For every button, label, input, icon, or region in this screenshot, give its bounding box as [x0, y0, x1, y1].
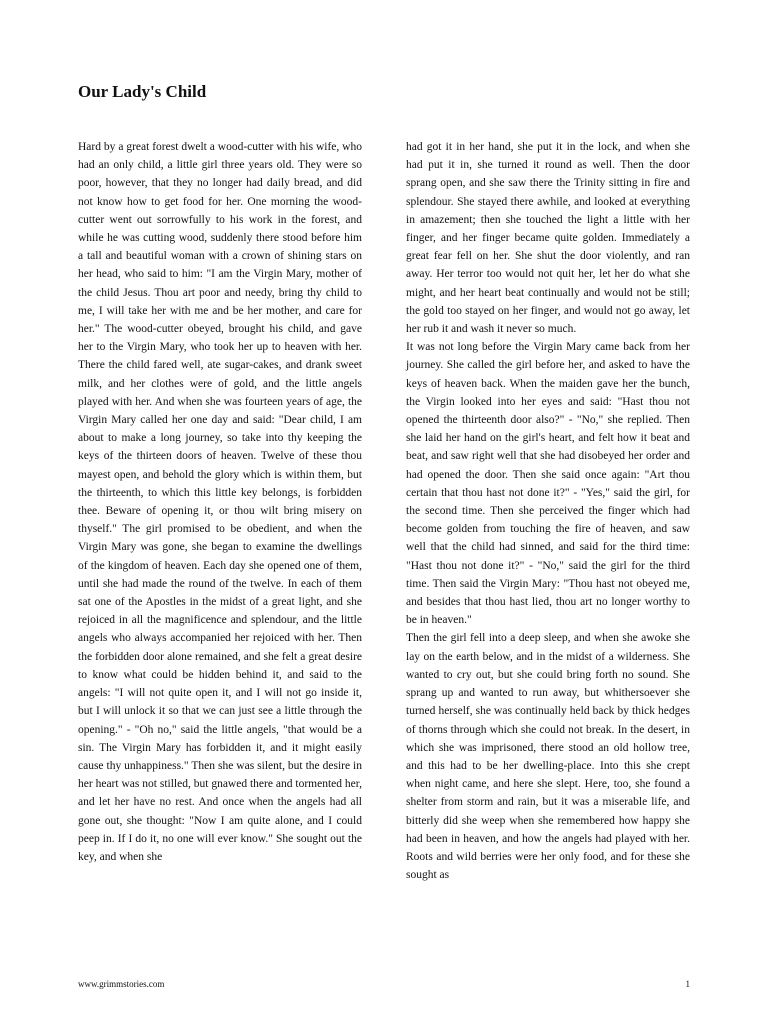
paragraph: Then the girl fell into a deep sleep, and when she awoke she lay on the earth below, and in the midst of a wilderness. She wanted to cry out, but she could bring forth no sound. She sprang up and wanted to run away, but whithersoever she turned herself, she was continually held back by thick hedges of thorns through which she could not break. In the desert, in which she was imprisoned, there stood an old hollow tree, and this had to be her dwelling-place. Into this she crept when night came, and here she slept. Here, too, she found a shelter from storm and rain, but it was a miserable life, and bitterly did she weep when she remembered how happy she had been in heaven, and how the angels had played with her. Roots and wild berries were her only food, and for these she sought as [406, 632, 690, 882]
paragraph: had got it in her hand, she put it in the lock, and when she had put it in, she turned it round as well. Then the door sprang open, and she saw there the Trinity sitting in fire and splendour. She stayed there awhile, and looked at everything in amazement; then she touched the light a little with her finger, and her finger became quite golden. Immediately a great fear fell on her. She shut the door violently, and ran away. Her terror too would not quit her, let her do what she might, and her heart beat continually and would not be still; the gold too stayed on her finger, and would not go away, let her rub it and wash it never so much. [406, 141, 690, 336]
right-column [406, 138, 690, 884]
page-title: Our Lady's Child [78, 82, 207, 101]
left-column [78, 138, 362, 866]
page-number: 1 [685, 979, 690, 989]
paragraph: Hard by a great forest dwelt a wood-cutter with his wife, who had an only child, a little girl three years old. They were so poor, however, that they no longer had daily bread, and did not know how to get food for her. One morning the wood-cutter went out sorrowfully to his work in the forest, and while he was cutting wood, suddenly there stood before him a tall and beautiful woman with a crown of shining stars on her head, who said to him: "I am the Virgin Mary, mother of the child Jesus. Thou art poor and needy, bring thy child to me, I will take her with me and be her mother, and care for her." The wood-cutter obeyed, brought his child, and gave her to the Virgin Mary, who took her up to heaven with her. There the child fared well, ate sugar-cakes, and drank sweet milk, and her clothes were of gold, and the little angels played with her. And when she was fourteen years of age, the Virgin Mary called her one day and said: "Dear child, I am about to make a long journey, so take into thy keeping the keys of the thirteen doors of heaven. Twelve of these thou mayest open, and behold the glory which is within them, but the thirteenth, to which this little key belongs, is forbidden thee. Beware of opening it, or thou wilt bring misery on thyself." The girl promised to be obedient, and when the Virgin Mary was gone, she began to examine the dwellings of the kingdom of heaven. Each day she opened one of them, until she had made the round of the twelve. In each of them sat one of the Apostles in the midst of a great light, and she rejoiced in all the magnificence and splendour, and the little angels who always accompanied her rejoiced with her. Then the forbidden door alone remained, and she felt a great desire to know what could be hidden behind it, and said to the angels: "I will not quite open it, and I will not go inside it, but I will unlock it so that we can just see a little through the opening." - "Oh no," said the little angels, "that would be a sin. The Virgin Mary has forbidden it, and it might easily cause thy unhappiness." Then she was silent, but the desire in her heart was not stilled, but gnawed there and tormented her, and let her have no rest. And once when the angels had all gone out, she thought: "Now I am quite alone, and I could peep in. If I do it, no one will ever know." She sought out the key, and when she [78, 141, 362, 863]
paragraph: It was not long before the Virgin Mary came back from her journey. She called the girl before her, and asked to have the keys of heaven back. When the maiden gave her the bunch, the Virgin looked into her eyes and said: "Hast thou not opened the thirteenth door also?" - "No," she replied. Then she laid her hand on the girl's heart, and felt how it beat and beat, and saw right well that she had disobeyed her order and had opened the door. Then she said once again: "Art thou certain that thou hast not done it?" - "Yes," said the girl, for the second time. Then she perceived the finger which had become golden from touching the fire of heaven, and saw well that the child had sinned, and said for the third time: "Hast thou not done it?" - "No," said the girl for the third time. Then said the Virgin Mary: "Thou hast not obeyed me, and besides that thou hast lied, thou art no longer worthy to be in heaven." [406, 341, 690, 627]
footer-url: www.grimmstories.com [78, 979, 165, 989]
